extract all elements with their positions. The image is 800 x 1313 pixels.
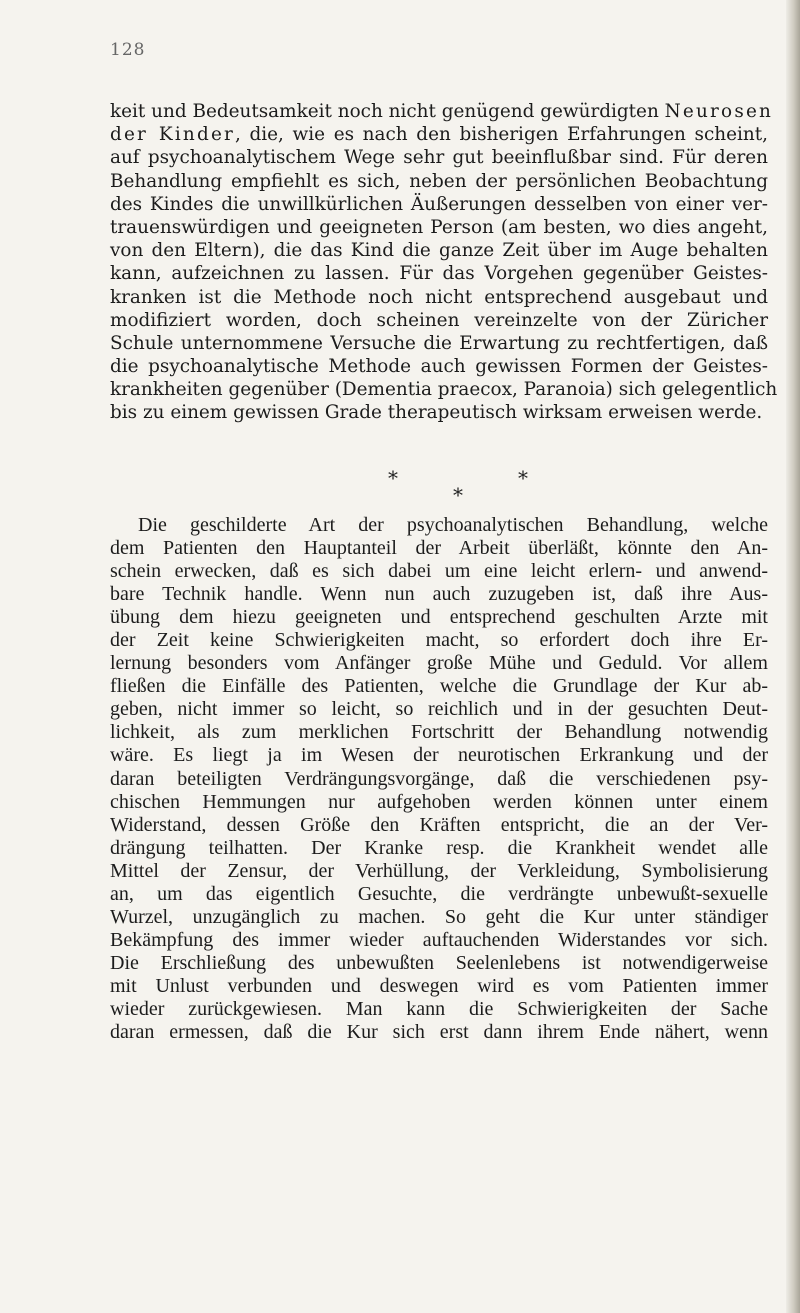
text-line: keit und Bedeutsamkeit noch nicht genügend gewürdigten Neurosen: [110, 101, 774, 122]
text-line: chischen Hemmungen nur aufgehoben werden können unter einem: [110, 790, 768, 813]
text-line: daran beteiligten Verdrängungsvorgänge, daß die verschiedenen psy-: [110, 767, 768, 790]
emphasized-text: der Kinder: [110, 124, 236, 146]
text-line: schein erwecken, daß es sich dabei um eine leicht erlern- und anwend-: [110, 560, 768, 583]
text-line: wäre. Es liegt ja im Wesen der neurotischen Erkrankung und der: [110, 744, 768, 767]
page-number: 128: [110, 40, 146, 60]
text-line: Behandlung empfiehlt es sich, neben der persönlichen Beobachtung: [110, 170, 768, 192]
text-line: von den Eltern), die das Kind die ganze Zeit über im Auge behalten: [110, 240, 768, 262]
text-line: lernung besonders vom Anfänger große Mühe und Geduld. Vor allem: [110, 652, 768, 675]
text-line: Schule unternommene Versuche die Erwartung zu rechtfertigen, daß: [110, 332, 768, 354]
text-line: kann, aufzeichnen zu lassen. Für das Vorgehen gegenüber Geistes-: [110, 263, 768, 285]
text-line: Die Erschließung des unbewußten Seelenlebens ist notwendigerweise: [110, 951, 768, 974]
text-line: modifiziert worden, doch scheinen vereinzelte von der Züricher: [110, 309, 768, 331]
text-line: Bekämpfung des immer wieder auftauchenden Widerstandes vor sich.: [110, 928, 768, 951]
text-line: Widerstand, dessen Größe den Kräften entspricht, die an der Ver-: [110, 813, 768, 836]
text-line: geben, nicht immer so leicht, so reichlich und in der gesuchten Deut-: [110, 698, 768, 721]
text-line: dem Patienten den Hauptanteil der Arbeit überläßt, könnte den An-: [110, 537, 768, 560]
section-star: *: [518, 466, 528, 490]
text-line: bis zu einem gewissen Grade therapeutisch wirksam erweisen werde.: [110, 402, 763, 424]
text-line: bare Technik handle. Wenn nun auch zuzugeben ist, daß ihre Aus-: [110, 583, 768, 606]
paragraph-2: [110, 514, 768, 1044]
text-line: Mittel der Zensur, der Verhüllung, der Verkleidung, Symbolisierung: [110, 859, 768, 882]
text-line: an, um das eigentlich Gesuchte, die verdrängte unbewußt-sexuelle: [110, 882, 768, 905]
text-line: der Zeit keine Schwierigkeiten macht, so erfordert doch ihre Er-: [110, 629, 768, 652]
text-line: wieder zurückgewiesen. Man kann die Schwierigkeiten der Sache: [110, 997, 768, 1020]
text-line: mit Unlust verbunden und deswegen wird es vom Patienten immer: [110, 974, 768, 997]
text-line: auf psychoanalytischem Wege sehr gut beeinflußbar sind. Für deren: [110, 147, 768, 169]
text-line: drängung teilhatten. Der Kranke resp. die Krankheit wendet alle: [110, 836, 768, 859]
text-line: der Kinder, die, wie es nach den bisherigen Erfahrungen scheint,: [110, 124, 768, 146]
text-line: lichkeit, als zum merklichen Fortschritt der Behandlung notwendig: [110, 721, 768, 744]
text-line: trauenswürdigen und geeigneten Person (am besten, wo dies angeht,: [110, 216, 768, 238]
text-line: des Kindes die unwillkürlichen Äußerungen desselben von einer ver-: [110, 193, 768, 215]
text-line: daran ermessen, daß die Kur sich erst dann ihrem Ende nähert, wenn: [110, 1021, 768, 1044]
text-line: die psychoanalytische Methode auch gewissen Formen der Geistes-: [110, 356, 768, 378]
text-line: krankheiten gegenüber (Dementia praecox, Paranoia) sich gelegentlich: [110, 379, 778, 401]
section-break: [388, 466, 568, 506]
emphasized-text: Neurosen: [664, 101, 774, 122]
page-edge-shadow: [786, 0, 800, 1313]
text-line: Die geschilderte Art der psychoanalytischen Behandlung, welche: [138, 514, 768, 536]
text-line: übung dem hiezu geeigneten und entsprechend geschulten Arzte mit: [110, 606, 768, 629]
section-star: *: [388, 466, 398, 490]
text-line: Wurzel, unzugänglich zu machen. So geht die Kur unter ständiger: [110, 905, 768, 928]
paragraph-1: [110, 100, 778, 425]
text-line: kranken ist die Methode noch nicht entsprechend ausgebaut und: [110, 286, 768, 308]
text-line: fließen die Einfälle des Patienten, welche die Grundlage der Kur ab-: [110, 675, 768, 698]
section-star: *: [453, 483, 463, 507]
